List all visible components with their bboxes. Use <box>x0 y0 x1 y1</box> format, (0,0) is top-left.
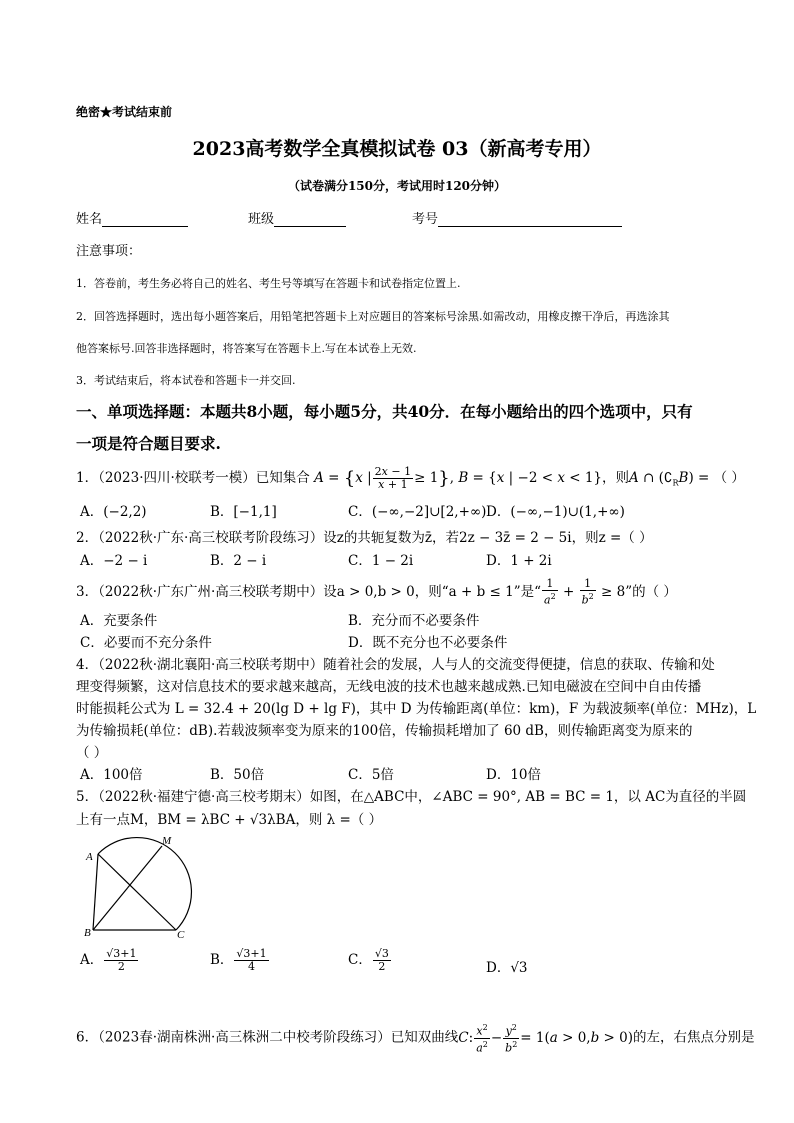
question-4-line: 理变得频繁，这对信息技术的要求越来越高，无线电波的技术也越来越成熟.已知电磁波在空间中自由传播 <box>76 679 702 695</box>
label-c: C <box>177 929 185 941</box>
q2-option-b[interactable]: B．2 − i <box>210 553 267 569</box>
q2-option-c[interactable]: C．1 − 2i <box>348 553 414 569</box>
note-item: 3．考试结束后，将本试卷和答题卡一并交回. <box>76 374 296 387</box>
q6-suffix: 的左，右焦点分别是 <box>633 1029 755 1046</box>
segment-ac <box>98 854 176 930</box>
note-item: 2．回答选择题时，选出每小题答案后，用铅笔把答题卡上对应题目的答案标号涂黑.如需改动，用橡皮擦干净后，再选涂其 <box>76 310 670 323</box>
q4-option-d[interactable]: D．10倍 <box>486 767 542 783</box>
class-field[interactable] <box>248 208 346 227</box>
q1-prefix: 1．（2023·四川·校联考一模）已知集合 <box>76 470 310 486</box>
id-blank[interactable] <box>438 212 622 227</box>
name-blank[interactable] <box>102 212 188 227</box>
name-field[interactable] <box>76 208 188 227</box>
q1-option-c[interactable]: C．(−∞,−2]∪[2,+∞) <box>348 504 487 520</box>
label-a: A <box>86 851 93 863</box>
note-item: 他答案标号.回答非选择题时，将答案写在答题卡上.写在本试卷上无效. <box>76 342 417 355</box>
exam-title: 2023高考数学全真模拟试卷 03（新高考专用） <box>192 138 602 160</box>
q1-option-d[interactable]: D．(−∞,−1)∪(1,+∞) <box>486 504 625 520</box>
question-4-line: 为传输损耗(单位：dB).若载波频率变为原来的100倍，传输损耗增加了 60 dB，则传输距离变为原来的 <box>76 723 693 739</box>
question-2: 2．（2022秋·广东·高三校联考阶段练习）设z的共轭复数为z̄，若2z − 3z̄ = 2 − 5i，则z =（ ） <box>76 530 653 546</box>
q4-option-b[interactable]: B．50倍 <box>210 767 265 783</box>
name-label: 姓名 <box>76 212 103 227</box>
q4-option-c[interactable]: C．5倍 <box>348 767 394 783</box>
q5-option-d[interactable]: D．√3 <box>486 960 528 976</box>
id-label: 考号 <box>412 212 439 227</box>
class-label: 班级 <box>248 212 275 227</box>
q5-option-b[interactable]: B． $\frac{√3+1}{4}$ <box>210 947 267 973</box>
q1-option-b[interactable]: B．[−1,1] <box>210 504 277 520</box>
segment-ab <box>93 854 98 930</box>
q3-option-b[interactable]: B．充分而不必要条件 <box>348 613 480 629</box>
q3-suffix: ”的（ ） <box>625 583 677 600</box>
q1-suffix: ，则 <box>602 470 630 486</box>
question-4-line: 时能损耗公式为 L = 32.4 + 20(lg D + lg F)，其中 D 为传输距离(单位：km)，F 为载波频率(单位：MHz)，L <box>76 701 757 717</box>
q6-prefix: 6．（2023春·湖南株洲·高三株洲二中校考阶段练习）已知双曲线 <box>76 1029 459 1046</box>
id-field[interactable] <box>412 208 622 227</box>
q3-prefix: 3．（2022秋·广东广州·高三校联考期中）设a > 0,b > 0，则“a + b ≤ 1”是“ <box>76 583 541 600</box>
question-4: 4．（2022秋·湖北襄阳·高三校联考期中）随着社会的发展，人与人的交流变得便捷，信息的获取、传输和处 <box>76 657 715 673</box>
question-6 <box>76 1022 755 1054</box>
exam-subtitle: （试卷满分150分，考试用时120分钟） <box>287 179 507 193</box>
question-1 <box>76 466 745 491</box>
q1-set-a: A = {x | $\frac{2x - 1}{x + 1}$ ≥ 1}, B = {x | −2 < x < 1} <box>314 465 603 491</box>
q3-option-d[interactable]: D．既不充分也不必要条件 <box>348 635 508 651</box>
question-4-line: （ ） <box>76 745 108 761</box>
q3-condition: $\frac{1}{a^2}$ + $\frac{1}{b^2}$ ≥ 8 <box>544 577 626 607</box>
q3-option-a[interactable]: A．充要条件 <box>80 613 158 629</box>
q1-tail: = （ ） <box>693 470 745 486</box>
confidential-mark: 绝密★考试结束前 <box>76 105 173 119</box>
q1-expr: A ∩ $(∁_RB)$ <box>629 470 694 488</box>
section-heading: 一、单项选择题：本题共8小题，每小题5分，共40分．在每小题给出的四个选项中，只有 <box>76 402 693 421</box>
question-5-line: 上有一点M，BM = λBC + √3λBA，则 λ =（ ） <box>76 812 383 828</box>
section-heading-cont: 一项是符合题目要求. <box>76 434 221 453</box>
q5-option-c[interactable]: C． $\frac{√3}{2}$ <box>348 947 389 973</box>
label-b: B <box>84 927 91 939</box>
q4-option-a[interactable]: A．100倍 <box>80 767 143 783</box>
notes-title: 注意事项： <box>76 244 142 259</box>
q1-option-a[interactable]: A．(−2,2) <box>80 504 147 520</box>
question-3 <box>76 578 677 607</box>
label-m: M <box>162 835 172 847</box>
class-blank[interactable] <box>274 212 346 227</box>
question-5: 5．（2022秋·福建宁德·高三校考期末）如图，在△ABC中，∠ABC = 90°, AB = BC = 1，以 AC为直径的半圆 <box>76 789 747 805</box>
q2-option-a[interactable]: A．−2 − i <box>80 553 148 569</box>
note-item: 1．答卷前，考生务必将自己的姓名、考生号等填写在答题卡和试卷指定位置上. <box>76 277 461 290</box>
q2-option-d[interactable]: D．1 + 2i <box>486 553 552 569</box>
q5-option-a[interactable]: A． $\frac{√3+1}{2}$ <box>80 947 137 973</box>
semicircle-figure <box>80 832 200 942</box>
semicircle-arc <box>98 838 191 930</box>
q3-option-c[interactable]: C．必要而不充分条件 <box>80 635 212 651</box>
q6-hyperbola: C: $\frac{x^2}{a^2}$ − $\frac{y^2}{b^2}$ = 1(a > 0,b > 0) <box>458 1023 634 1055</box>
